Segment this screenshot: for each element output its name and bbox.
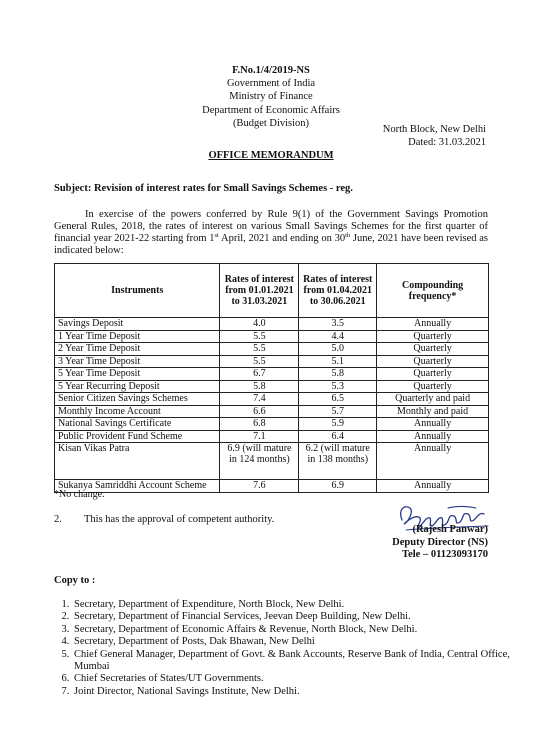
superscript-th: th bbox=[345, 232, 351, 239]
copy-to-heading: Copy to : bbox=[54, 575, 96, 586]
list-item: 4. Secretary, Department of Posts, Dak Bhawan, New Delhi bbox=[72, 636, 512, 648]
paragraph-number: 2. bbox=[54, 514, 62, 525]
paragraph-text-3: June, 2021 have been revised as indicated below: bbox=[54, 233, 488, 256]
signatory-telephone: Tele – 01123093170 bbox=[402, 549, 488, 560]
cell-frequency: Annually bbox=[377, 430, 489, 443]
cell-rate-old: 7.1 bbox=[220, 430, 299, 443]
location-date-block bbox=[380, 124, 486, 149]
cell-rate-old: 5.5 bbox=[220, 343, 299, 356]
cell-frequency: Annually bbox=[377, 480, 489, 493]
cell-frequency: Quarterly bbox=[377, 343, 489, 356]
location: North Block, New Delhi bbox=[382, 124, 486, 135]
table-row bbox=[55, 443, 489, 480]
header-rate-new: Rates of interest from 01.04.2021 to 30.06.2021 bbox=[299, 264, 377, 318]
cell-frequency: Annually bbox=[377, 418, 489, 431]
cell-rate-new: 5.7 bbox=[299, 405, 377, 418]
paragraph-text-1: In exercise of the powers conferred by Rule 9(1) of the Government Savings Promotion General Rules, 2018, the rates of interest on various Small Savings Schemes for the first quarter of financial year 2021-22 starting from 1 bbox=[54, 209, 488, 244]
cell-frequency: Quarterly bbox=[377, 380, 489, 393]
cell-rate-old: 6.7 bbox=[220, 368, 299, 381]
cell-rate-new: 5.1 bbox=[299, 355, 377, 368]
cell-rate-new: 3.5 bbox=[299, 318, 377, 331]
approval-paragraph bbox=[54, 514, 274, 525]
cell-frequency: Annually bbox=[377, 318, 489, 331]
table-row bbox=[55, 405, 489, 418]
table-row bbox=[55, 355, 489, 368]
subject-line: Subject: Revision of interest rates for Small Savings Schemes - reg. bbox=[54, 183, 353, 194]
date: Dated: 31.03.2021 bbox=[408, 136, 486, 148]
file-number: F.No.1/4/2019-NS bbox=[232, 65, 310, 76]
cell-instrument: 5 Year Time Deposit bbox=[55, 368, 220, 381]
cell-rate-old: 6.8 bbox=[220, 418, 299, 431]
table-row bbox=[55, 418, 489, 431]
header-compounding: Compounding frequency* bbox=[377, 264, 489, 318]
cell-rate-new: 6.2 (will mature in 138 months) bbox=[299, 443, 377, 480]
header-instruments: Instruments bbox=[55, 264, 220, 318]
table-row bbox=[55, 430, 489, 443]
header-division: (Budget Division) bbox=[232, 117, 310, 129]
memo-title-wrap bbox=[0, 150, 542, 161]
cell-instrument: Savings Deposit bbox=[55, 318, 220, 331]
superscript-st: st bbox=[214, 232, 219, 239]
cell-instrument: Monthly Income Account bbox=[55, 405, 220, 418]
cell-rate-old: 5.5 bbox=[220, 355, 299, 368]
cell-rate-old: 4.0 bbox=[220, 318, 299, 331]
table-row bbox=[55, 343, 489, 356]
cell-rate-new: 4.4 bbox=[299, 330, 377, 343]
list-item: 7. Joint Director, National Savings Institute, New Delhi. bbox=[72, 686, 512, 698]
cell-frequency: Quarterly bbox=[377, 368, 489, 381]
cell-rate-new: 5.9 bbox=[299, 418, 377, 431]
list-item: 6. Chief Secretaries of States/UT Governments. bbox=[72, 673, 512, 685]
table-row bbox=[55, 368, 489, 381]
cell-instrument: 3 Year Time Deposit bbox=[55, 355, 220, 368]
cell-rate-old: 7.4 bbox=[220, 393, 299, 406]
cell-frequency: Quarterly and paid bbox=[377, 393, 489, 406]
cell-instrument: 2 Year Time Deposit bbox=[55, 343, 220, 356]
body-paragraph bbox=[54, 209, 488, 257]
list-item: 5. Chief General Manager, Department of Govt. & Bank Accounts, Reserve Bank of India, Central Office, Mumbai bbox=[72, 649, 512, 674]
cell-frequency: Quarterly bbox=[377, 330, 489, 343]
table-row bbox=[55, 330, 489, 343]
cell-rate-new: 6.5 bbox=[299, 393, 377, 406]
table-row bbox=[55, 393, 489, 406]
cell-rate-old: 7.6 bbox=[220, 480, 299, 493]
header-government: Government of India bbox=[226, 78, 316, 90]
table-row bbox=[55, 318, 489, 331]
cell-instrument: Sukanya Samriddhi Account Scheme bbox=[55, 480, 220, 493]
interest-rates-table bbox=[54, 263, 489, 493]
cell-instrument: Senior Citizen Savings Schemes bbox=[55, 393, 220, 406]
cell-rate-new: 6.4 bbox=[299, 430, 377, 443]
cell-frequency: Annually bbox=[377, 443, 489, 480]
table-header-row bbox=[55, 264, 489, 318]
cell-rate-old: 5.5 bbox=[220, 330, 299, 343]
no-change-note: *No change. bbox=[54, 489, 105, 500]
paragraph-text-2: April, 2021 and ending on 30 bbox=[218, 233, 346, 244]
cell-instrument: Public Provident Fund Scheme bbox=[55, 430, 220, 443]
list-item: 3. Secretary, Department of Economic Affairs & Revenue, North Block, New Delhi. bbox=[72, 624, 512, 636]
table-row bbox=[55, 480, 489, 493]
memo-title: OFFICE MEMORANDUM bbox=[208, 150, 334, 161]
cell-rate-new: 5.8 bbox=[299, 368, 377, 381]
cell-instrument: National Savings Certificate bbox=[55, 418, 220, 431]
cell-frequency: Quarterly bbox=[377, 355, 489, 368]
cell-instrument: 5 Year Recurring Deposit bbox=[55, 380, 220, 393]
cell-instrument: 1 Year Time Deposit bbox=[55, 330, 220, 343]
letterhead bbox=[0, 64, 542, 130]
approval-text: This has the approval of competent authority. bbox=[84, 514, 275, 525]
signatory-designation: Deputy Director (NS) bbox=[392, 536, 488, 548]
list-item: 2. Secretary, Department of Financial Services, Jeevan Deep Building, New Delhi. bbox=[72, 611, 512, 623]
header-ministry: Ministry of Finance bbox=[229, 91, 313, 103]
list-item: 1. Secretary, Department of Expenditure, North Block, New Delhi. bbox=[72, 599, 512, 611]
cell-rate-new: 6.9 bbox=[299, 480, 377, 493]
signatory-name: (Rajesh Panwar) bbox=[412, 524, 488, 535]
cell-frequency: Monthly and paid bbox=[377, 405, 489, 418]
cell-rate-old: 5.8 bbox=[220, 380, 299, 393]
cell-rate-old: 6.6 bbox=[220, 405, 299, 418]
signature-block bbox=[380, 524, 488, 562]
copy-to-list bbox=[54, 599, 512, 698]
cell-instrument: Kisan Vikas Patra bbox=[55, 443, 220, 480]
header-rate-old: Rates of interest from 01.01.2021 to 31.03.2021 bbox=[220, 264, 299, 318]
cell-rate-old: 6.9 (will mature in 124 months) bbox=[220, 443, 299, 480]
header-department: Department of Economic Affairs bbox=[202, 104, 340, 116]
cell-rate-new: 5.0 bbox=[299, 343, 377, 356]
cell-rate-new: 5.3 bbox=[299, 380, 377, 393]
table-row bbox=[55, 380, 489, 393]
